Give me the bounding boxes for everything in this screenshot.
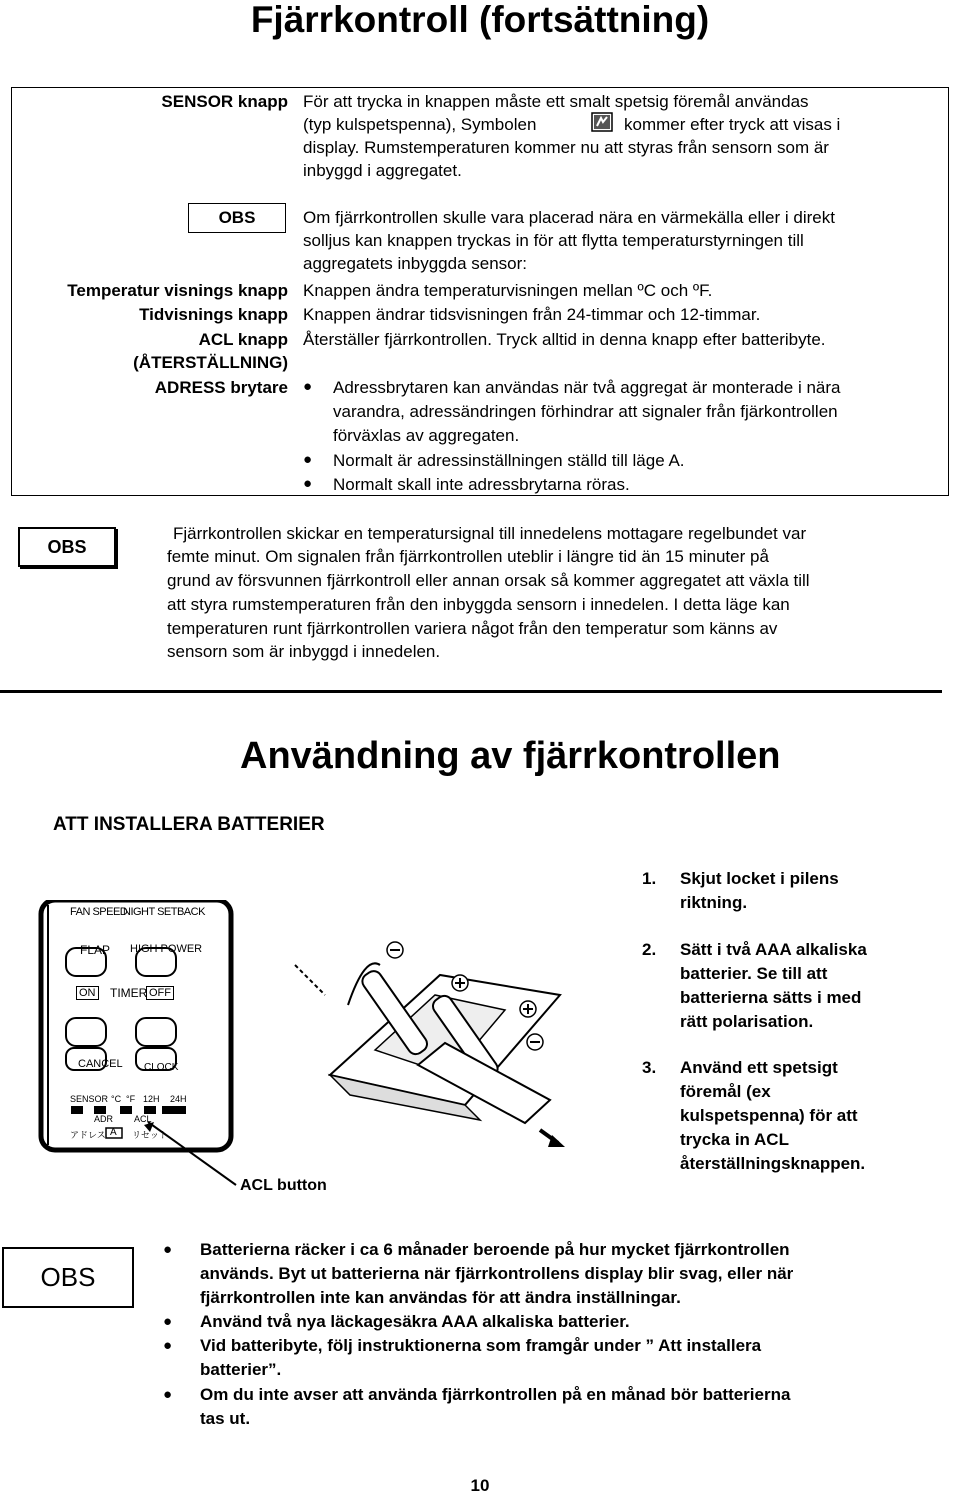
bullet-icon: ● — [303, 451, 313, 468]
remote-adoresu: アドレス — [70, 1130, 106, 1140]
page-number: 10 — [470, 1476, 490, 1495]
step-3-num: 3. — [642, 1058, 657, 1077]
obs-note-line-3: grund av försvunnen fjärrkontroll eller annan orsak så kommer aggregatet att växla till — [167, 571, 810, 590]
step-2-line-3: batterierna sätts i med — [680, 988, 862, 1007]
sensor-text-3: display. Rumstemperaturen kommer nu att styras från sensorn som är — [303, 138, 829, 157]
sensor-label: SENSOR knapp — [161, 92, 288, 111]
obs-note-line-5: temperaturen runt fjärrkontrollen variera något från den temperatur som känns av — [167, 619, 778, 638]
remote-timer: TIMER — [110, 986, 148, 1000]
address-b1-3: förväxlas av aggregaten. — [333, 426, 520, 445]
acl-label-1: ACL knapp — [198, 330, 288, 349]
step-2-line-4: rätt polarisation. — [680, 1012, 814, 1031]
remote-f: °F — [126, 1094, 136, 1104]
bullet-icon: ● — [163, 1337, 173, 1354]
remote-on: ON — [76, 986, 99, 1000]
sensor-symbol-icon — [591, 112, 613, 132]
address-label: ADRESS brytare — [154, 378, 288, 397]
battery-heading: ATT INSTALLERA BATTERIER — [53, 814, 325, 835]
remote-adr: ADR — [94, 1114, 114, 1124]
battery-compartment-illustration — [290, 935, 590, 1160]
obs-text-1: Om fjärrkontrollen skulle vara placerad nära en värmekälla eller i direkt — [303, 208, 835, 227]
acl-label-2: (ÅTERSTÄLLNING) — [133, 353, 288, 372]
remote-risetto: リセット — [132, 1130, 168, 1140]
step-1-num: 1. — [642, 869, 657, 888]
bullet-icon: ● — [163, 1241, 173, 1258]
bottom-bullet-4-line-2: tas ut. — [200, 1409, 251, 1428]
sensor-text-4: inbyggd i aggregatet. — [303, 161, 462, 180]
remote-a: A — [110, 1127, 117, 1138]
obs-label: OBS — [188, 203, 286, 233]
address-b2: Normalt är adressinställningen ställd till läge A. — [333, 451, 685, 470]
section-title: Användning av fjärrkontrollen — [240, 735, 781, 777]
step-1-line-1: Skjut locket i pilens — [680, 869, 839, 888]
step-2-num: 2. — [642, 940, 657, 959]
bottom-bullet-2-line-1: Använd två nya läckagesäkra AAA alkaliska batterier. — [200, 1312, 630, 1331]
step-3-line-3: kulspetspenna) för att — [680, 1106, 858, 1125]
bottom-bullet-1-line-1: Batterierna räcker i ca 6 månader beroende på hur mycket fjärrkontrollen — [200, 1240, 790, 1259]
obs-note-label: OBS — [18, 527, 116, 567]
bullet-icon: ● — [163, 1313, 173, 1330]
remote-fan-speed: FAN SPEED — [70, 906, 128, 918]
page-title: Fjärrkontroll (fortsättning) — [250, 0, 710, 40]
step-2-line-2: batterier. Se till att — [680, 964, 828, 983]
obs-note-line-1: Fjärrkontrollen skickar en temperatursignal till innedelens mottagare regelbundet var — [173, 524, 807, 543]
bottom-bullet-4-line-1: Om du inte avser att använda fjärrkontrollen på en månad bör batterierna — [200, 1385, 791, 1404]
remote-sensor: SENSOR — [70, 1094, 109, 1104]
bullet-icon: ● — [303, 378, 313, 395]
step-3-line-2: föremål (ex — [680, 1082, 771, 1101]
step-3-line-4: trycka in ACL — [680, 1130, 789, 1149]
step-1-line-2: riktning. — [680, 893, 748, 912]
bottom-bullet-1-line-2: används. Byt ut batterierna när fjärrkontrollens display blir svag, eller när — [200, 1264, 794, 1283]
address-b1-2: varandra, adressändringen förhindrar att signaler från fjärkontrollen — [333, 402, 838, 421]
remote-off: OFF — [146, 986, 174, 1000]
obs-text-2: solljus kan knappen tryckas in för att flytta temperaturstyrningen till — [303, 231, 804, 250]
acl-button-caption: ACL button — [240, 1177, 327, 1194]
bottom-obs-label: OBS — [2, 1247, 134, 1308]
time-label: Tidvisnings knapp — [139, 305, 288, 324]
address-b1-1: Adressbrytaren kan användas när två aggregat är monterade i nära — [333, 378, 841, 397]
remote-24h: 24H — [170, 1094, 187, 1104]
temp-text: Knappen ändra temperaturvisningen mellan ºC och ºF. — [303, 281, 713, 300]
sensor-text-2b: kommer efter tryck att visas i — [624, 115, 841, 134]
remote-clock: CLOCK — [144, 1062, 179, 1073]
bottom-bullet-3-line-2: batterier”. — [200, 1360, 282, 1379]
remote-high-power: HIGH POWER — [130, 943, 203, 955]
remote-flap: FLAP — [80, 943, 111, 957]
address-b3: Normalt skall inte adressbrytarna röras. — [333, 475, 630, 494]
obs-note-line-4: att styra rumstemperaturen från den inbyggda sensorn i innedelen. I detta läge kan — [167, 595, 790, 614]
bottom-bullet-1-line-3: fjärrkontrollen inte kan användas för att ändra inställningar. — [200, 1288, 681, 1307]
remote-night-setback: NIGHT SETBACK — [123, 906, 205, 918]
temp-label: Temperatur visnings knapp — [67, 281, 288, 300]
remote-acl: ACL — [134, 1114, 152, 1124]
bullet-icon: ● — [303, 475, 313, 492]
bullet-icon: ● — [163, 1386, 173, 1403]
remote-12h: 12H — [143, 1094, 160, 1104]
obs-note-line-2: femte minut. Om signalen från fjärrkontrollen uteblir i längre tid än 15 minuter på — [167, 547, 769, 566]
sensor-text-2a: (typ kulspetspenna), Symbolen — [303, 115, 537, 134]
remote-c: °C — [111, 1094, 122, 1104]
obs-note-line-6: sensorn som är inbyggd i innedelen. — [167, 642, 441, 661]
remote-cancel: CANCEL — [78, 1058, 123, 1070]
step-3-line-5: återställningsknappen. — [680, 1154, 866, 1173]
sensor-text-1: För att trycka in knappen måste ett smalt spetsig föremål användas — [303, 92, 809, 111]
obs-text-3: aggregatets inbyggda sensor: — [303, 254, 527, 273]
step-2-line-1: Sätt i två AAA alkaliska — [680, 940, 867, 959]
bottom-bullet-3-line-1: Vid batteribyte, följ instruktionerna som framgår under ” Att installera — [200, 1336, 762, 1355]
section-divider — [0, 690, 942, 693]
time-text: Knappen ändrar tidsvisningen från 24-timmar och 12-timmar. — [303, 305, 761, 324]
step-3-line-1: Använd ett spetsigt — [680, 1058, 838, 1077]
acl-text: Återställer fjärrkontrollen. Tryck alltid in denna knapp efter batteribyte. — [303, 330, 826, 349]
